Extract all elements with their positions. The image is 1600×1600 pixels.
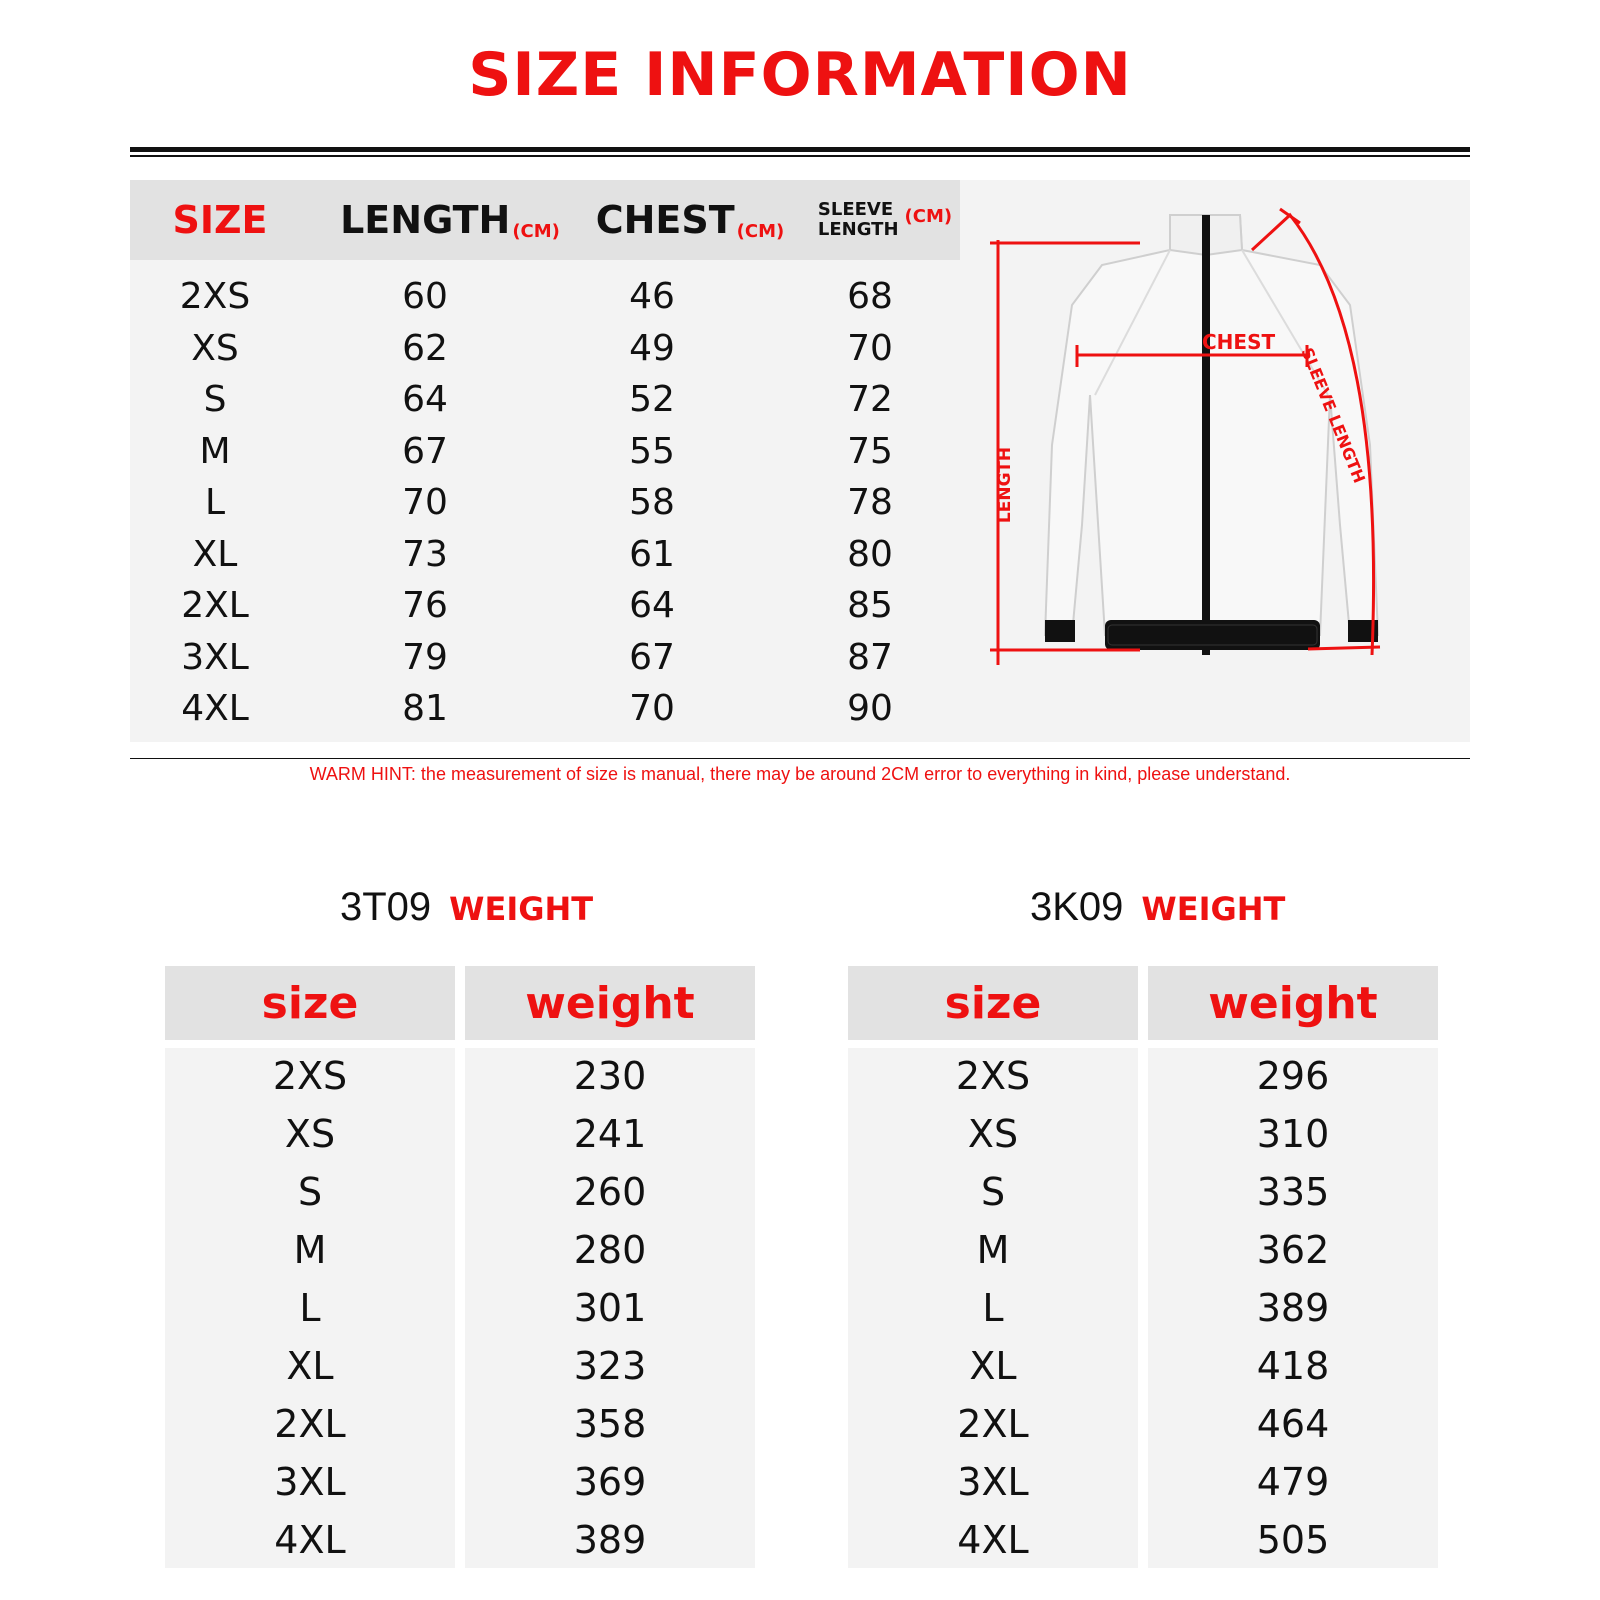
weight-table-2-cell-weight: 296 <box>1256 1054 1330 1098</box>
size-table-cell-length: 67 <box>402 430 448 472</box>
weight-table-2-cell-size: L <box>982 1286 1004 1330</box>
header-length-unit: (CM) <box>512 221 560 242</box>
size-table-cell-sleeve: 75 <box>847 430 893 472</box>
size-table-cell-size: S <box>203 379 227 420</box>
jacket-illustration <box>990 195 1460 695</box>
size-table-cell-size: 2XS <box>179 276 251 317</box>
diagram-sleeve-label: SLEEVE LENGTH <box>1297 345 1369 486</box>
weight-table-1-cell-weight: 358 <box>573 1402 647 1446</box>
weight-table-2-title <box>1030 885 1285 930</box>
size-table-cell-chest: 61 <box>629 533 675 575</box>
header-chest-unit: (CM) <box>736 221 785 242</box>
size-table-cell-sleeve: 78 <box>847 482 893 523</box>
weight-table-1-cell-weight: 301 <box>573 1286 647 1330</box>
weight-table-1-cell-size: 4XL <box>274 1518 346 1562</box>
weight-table-1-cell-weight: 241 <box>573 1112 647 1156</box>
size-table-cell-chest: 70 <box>629 688 675 729</box>
weight-table-1-title <box>340 885 593 930</box>
size-table-cell-size: 2XL <box>181 585 249 626</box>
header-sleeve-length <box>810 180 960 260</box>
header-size-label: SIZE <box>172 198 268 242</box>
header-length <box>330 180 570 260</box>
weight-table-1-cell-weight: 260 <box>573 1170 647 1214</box>
weight-table-2-cell-weight: 362 <box>1256 1228 1330 1272</box>
weight-table-1-cell-size: 3XL <box>274 1460 346 1504</box>
header-sleeve-label <box>818 200 899 240</box>
weight-table-2-cell-size: 3XL <box>957 1460 1029 1504</box>
weight-table-2-size-header: size <box>848 966 1138 1040</box>
size-table-cell-sleeve: 90 <box>847 688 893 729</box>
size-table-cell-chest: 55 <box>629 430 675 472</box>
size-table-cell-size: 3XL <box>181 636 249 678</box>
size-table-cell-chest: 64 <box>629 585 675 626</box>
size-table-cell-length: 79 <box>402 636 448 678</box>
size-table-cell-sleeve: 87 <box>847 636 893 678</box>
weight-table-2-cell-size: XL <box>969 1344 1017 1388</box>
diagram-chest-label: CHEST <box>1202 330 1276 354</box>
weight-table-2-cell-weight: 418 <box>1256 1344 1330 1388</box>
size-table-cell-size: XL <box>192 533 238 575</box>
header-chest-label: CHEST <box>595 198 735 242</box>
weight-table-2-cell-size: 2XS <box>955 1054 1031 1098</box>
weight-table-1-cell-weight: 389 <box>573 1518 647 1562</box>
size-table-cell-chest: 49 <box>629 327 675 369</box>
size-table-cell-size: L <box>204 482 226 523</box>
warm-hint: WARM HINT: the measurement of size is manual, there may be around 2CM error to everything in kind, please understand. <box>309 764 1291 784</box>
weight-table-1-cell-weight: 280 <box>573 1228 647 1272</box>
weight-table-2-cell-weight: 464 <box>1256 1402 1330 1446</box>
size-table-cell-chest: 52 <box>629 379 675 420</box>
title-divider <box>130 147 1470 152</box>
weight-table-2-weight-header: weight <box>1148 966 1438 1040</box>
weight-table-1-cell-weight: 230 <box>573 1054 647 1098</box>
weight-table-1-size-header: size <box>165 966 455 1040</box>
size-table-cell-length: 64 <box>402 379 448 420</box>
weight-table-2-cell-weight: 479 <box>1256 1460 1330 1504</box>
weight-table-1-weight-header: weight <box>465 966 755 1040</box>
size-table-cell-chest: 67 <box>629 636 675 678</box>
weight-table-1-label: WEIGHT <box>449 890 594 928</box>
weight-table-2-label: WEIGHT <box>1141 890 1286 928</box>
header-chest <box>570 180 810 260</box>
header-length-label: LENGTH <box>340 198 511 242</box>
weight-table-1-cell-size: 2XS <box>272 1054 348 1098</box>
size-table-cell-sleeve: 70 <box>847 327 893 369</box>
hint-divider <box>130 758 1470 759</box>
header-size <box>130 180 310 260</box>
size-table-cell-sleeve: 80 <box>847 533 893 575</box>
weight-table-2-cell-weight: 335 <box>1256 1170 1330 1214</box>
size-table-cell-size: M <box>199 430 231 472</box>
diagram-length-label: LENGTH <box>995 446 1015 524</box>
weight-table-2-cell-weight: 310 <box>1256 1112 1330 1156</box>
weight-table-2-cell-size: 4XL <box>957 1518 1029 1562</box>
size-table-cell-length: 73 <box>402 533 448 575</box>
size-table-cell-length: 81 <box>402 688 448 729</box>
size-table-cell-length: 60 <box>402 276 448 317</box>
size-table-cell-length: 70 <box>402 482 448 523</box>
weight-table-1-cell-weight: 323 <box>573 1344 647 1388</box>
weight-table-1-cell-size: S <box>297 1170 323 1214</box>
header-sleeve-line2: LENGTH <box>817 219 899 240</box>
size-table-cell-length: 76 <box>402 585 448 626</box>
weight-table-1-cell-size: XS <box>284 1112 336 1156</box>
weight-table-2-cell-size: S <box>980 1170 1006 1214</box>
size-table-cell-length: 62 <box>402 327 448 369</box>
weight-table-1-cell-size: L <box>299 1286 321 1330</box>
weight-table-2-cell-size: M <box>976 1228 1010 1272</box>
weight-table-2-code: 3K09 <box>1030 885 1124 929</box>
size-table-cell-size: 4XL <box>181 688 249 729</box>
size-table-cell-sleeve: 72 <box>847 379 893 420</box>
title-divider-thin <box>130 155 1470 157</box>
weight-table-2-cell-size: XS <box>967 1112 1019 1156</box>
jacket-diagram <box>990 195 1460 695</box>
page-title: SIZE INFORMATION <box>468 40 1132 110</box>
size-table-cell-sleeve: 68 <box>847 276 893 317</box>
weight-table-2-cell-weight: 505 <box>1256 1518 1330 1562</box>
weight-table-2-cell-weight: 389 <box>1256 1286 1330 1330</box>
size-table-cell-sleeve: 85 <box>847 585 893 626</box>
weight-table-1-cell-size: XL <box>286 1344 334 1388</box>
header-sleeve-line1: SLEEVE <box>817 199 894 220</box>
weight-table-1-cell-size: 2XL <box>274 1402 346 1446</box>
weight-table-1-cell-weight: 369 <box>573 1460 647 1504</box>
weight-table-1-cell-size: M <box>293 1228 327 1272</box>
size-table-cell-size: XS <box>191 327 239 369</box>
weight-table-1-code: 3T09 <box>340 885 432 929</box>
size-table-cell-chest: 46 <box>629 276 675 317</box>
header-sleeve-unit: (CM) <box>904 205 953 227</box>
size-table-cell-chest: 58 <box>629 482 675 523</box>
weight-table-2-cell-size: 2XL <box>957 1402 1029 1446</box>
